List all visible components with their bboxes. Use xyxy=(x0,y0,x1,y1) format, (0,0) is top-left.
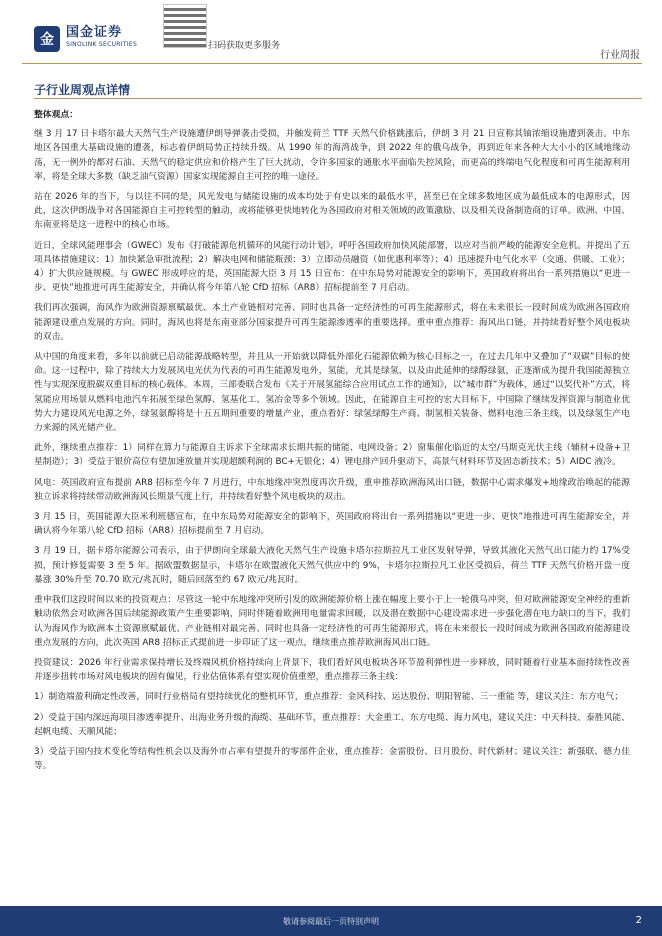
header-divider xyxy=(22,63,642,64)
company-logo xyxy=(34,26,137,52)
report-type-label: 行业周报 xyxy=(600,50,640,61)
page-footer xyxy=(0,906,662,936)
body-paragraph: 重申我们这段时间以来的投资观点：尽管这一轮中东地缘冲突所引发的欧洲能源价格上涨在幅度上要小于上一轮俄乌冲突，但对欧洲能源安全神经的重新触动依然会对欧洲各国后续能源政策产生重要影响，同时伴随着欧洲用电量需求回暖，以及潜在数据中心建设需求进一步强化潜在电力缺口的当下，我们认为海风作为欧洲本土资源禀赋最优、产业链相对最完善、同时也具备一定经济性的可再生能源形式，将在未来很长一段时间成为欧洲各国政府能源建设重点发展的方向，此次英国 AR8 招标正式提前进一步印证了这一观点，继续重点推荐欧洲海风出口链。 xyxy=(34,595,630,648)
section-title: 子行业周观点详情 xyxy=(34,83,131,97)
recommendation-item: 1）制造端盈利确定性改善，同时行业格局有望持续优化的整机环节，重点推荐：金风科技、运达股份、明阳智能、三一重能 等，建议关注：东方电气； xyxy=(34,692,623,703)
body-paragraph: 我们再次强调，海风作为欧洲资源禀赋最优、本土产业链相对完善、同时也具备一定经济性的可再生能源形式，将在未来很长一段时间成为欧洲各国政府能源建设重点发展的方向。同时，海风也将是东南亚部分国家提升可再生能源渗透率的重要选择。重申重点推荐：海风出口链，并持续看好整个风电板块的双击。 xyxy=(34,303,630,342)
page-number: 2 xyxy=(635,915,642,926)
body-paragraph: 从中国的角度来看，多年以前就已启动能源战略转型，并且从一开始就以降低外部化石能源依赖为核心目标之一，在过去几年中又叠加了“双碳”目标的使命。这一过程中，除了持续大力发展风电光伏为代表的可再生能源发电外，氢能，尤其是绿氢，以及由此延伸的绿醇绿氨，正逐渐成为提升我国能源独立性与实现深度脱碳双重目标的核心载体。本周，三部委联合发布《关于开展氢能综合应用试点工作的通知》，以“城市群”为载体，通过“以奖代补”方式，将氢能应用场景从燃料电池汽车拓展至绿色氢醇、氢基化工、氢冶金等多个领域。因此，在能源自主可控的宏大目标下，中国除了继续发挥资源与制造业优势大力建设风光电源之外，绿氢氨醇将是十五五期间重要的增量产业，重点看好：绿氢绿醇生产商、制氢相关装备、燃料电池三条主线，以及绿氢生产电力来源的风光储产业。 xyxy=(34,352,630,434)
page-header xyxy=(0,0,662,66)
report-body xyxy=(34,108,630,779)
recommendation-item: 3）受益于国内技术变化等结构性机会以及海外市占率有望提升的零部件企业，重点推荐：金雷股份、日月股份、时代新材；建议关注：新强联、德力佳 等。 xyxy=(34,746,630,772)
qr-code-icon[interactable] xyxy=(163,4,207,48)
body-paragraph: 风电：英国政府宣布提前 AR8 招标至今年 7 月进行，中东地缘冲突烈度再次升级，重申推荐欧洲海风出口链，数据中心需求爆发+地缘政治唤起的能源独立诉求将持续带动欧洲海风长期景气度上行，并持续看好整个风电板块的双击。 xyxy=(34,477,630,502)
body-paragraph: 3 月 15 日，英国能源大臣米利班德宣布，在中东局势对能源安全的影响下，英国政府将出台一系列措施以“更进一步、更快”地推进可再生能源安全，并确认将今年第八轮 CfD 招标（AR8）招标提前至 7 月启动。 xyxy=(34,512,630,537)
body-paragraph: 投资建议：2026 年行业需求保持增长及终端风机价格持续向上背景下，我们看好风电板块各环节盈利弹性进一步释放，同时随着行业基本面持续性改善并逐步扭转市场对风电板块的固有偏见，行业估值体系有望实现价值重塑，重点推荐三条主线： xyxy=(34,657,630,683)
qr-caption: 扫码获取更多服务 xyxy=(208,41,281,51)
footer-disclaimer[interactable]: 敬请参阅最后一页特别声明 xyxy=(283,917,379,926)
body-paragraph: 站在 2026 年的当下，与以往不同的是，风光发电与储能设施的成本均处于有史以来的最低水平，甚至已在全球多数地区成为最低成本的电源形式，因此，这次伊朗战争对各国能源自主可控转型的触动，或将能够更快地转化为各国政府对相关领域的政策激励、以及相关设备制造商的订单。欧洲、中国、东南亚将是这一进程中的核心市场。 xyxy=(34,192,630,231)
body-paragraph: 近日，全球风能理事会（GWEC）发布《打破能源危机循环的风能行动计划》，呼吁各国政府加快风能部署，以应对当前严峻的能源安全危机。并提出了五项具体措施建议：1）加快紧急审批流程；2）解决电网和储能瓶颈；3）立即动员融资（如优惠利率等）；4）迅速提升电气化水平（交通、供暖、工业）；4）扩大供应链规模。与 GWEC 形成呼应的是，英国能源大臣 3 月 15 日宣布：在中东局势对能源安全的影响下，英国政府将出台一系列措施以“更进一步、更快”地推进可再生能源安全，并确认将今年第八轮 CfD 招标（AR8）招标提前至 7 月启动。 xyxy=(34,240,630,294)
logo-name-cn: 国金证券 xyxy=(66,25,123,40)
body-paragraph: 此外，继续重点推荐：1）同样在算力与能源自主诉求下全球需求长期共振的储能、电网设备；2）窗集催化临近的太空/马斯克光伏主线（辅材+设备+卫星制造）；3）受益于银价高位有望加速放量并实现超额利润的 BC+无银化；4）锂电排产回升驱动下，高景气材料环节及固态新技术；5）AIDC 液冷。 xyxy=(34,443,630,468)
subsection-heading: 整体观点： xyxy=(34,110,78,120)
recommendation-item: 2）受益于国内深远海项目渗透率提升、出海业务升级的海缆、基础环节，重点推荐：大金重工、东方电缆、海力风电，建议关注：中天科技、泰胜风能、起帆电缆、天顺风能； xyxy=(34,712,630,737)
section-divider xyxy=(34,98,642,99)
body-paragraph: 3 月 19 日，据卡塔尔能源公司表示，由于伊朗向全球最大液化天然气生产设施卡塔尔拉斯拉凡工业区发射导弹，导致其液化天然气出口能力约 17%受损，预计修复需要 3 至 5 年。据欧盟数据显示，卡塔尔在欧盟液化天然气供应中约 9%，卡塔尔拉斯拉凡工业区受损后，荷兰 TTF 天然气价格开盘一度暴涨 30%升至 70.70 欧元/兆瓦时，随后回落至约 67 欧元/兆瓦时。 xyxy=(34,546,630,585)
body-paragraph: 继 3 月 17 日卡塔尔最大天然气生产设施遭伊朗导弹袭击受损，并触发荷兰 TTF 天然气价格跳涨后，伊朗 3 月 21 日宣称其铀浓缩设施遭到袭击。中东地区各国重大基础设施的遭袭，标志着伊朗局势正持续升级。从 1990 年的海湾战争，到 2022 年的俄乌战争，再到近年来各种大大小小的区域地缘动荡，无一例外的都对石油、天然气的稳定供应和价格产生了巨大扰动，令许多国家的通胀水平面临失控风险，而更高的终端电气化程度和可再生能源利用率，将是全球大多数（缺乏油气资源）国家实现能源自主可控的唯一途径。 xyxy=(34,129,630,182)
logo-icon: 金 xyxy=(34,26,60,52)
logo-name-en: SINOLINK SECURITIES xyxy=(66,41,138,48)
